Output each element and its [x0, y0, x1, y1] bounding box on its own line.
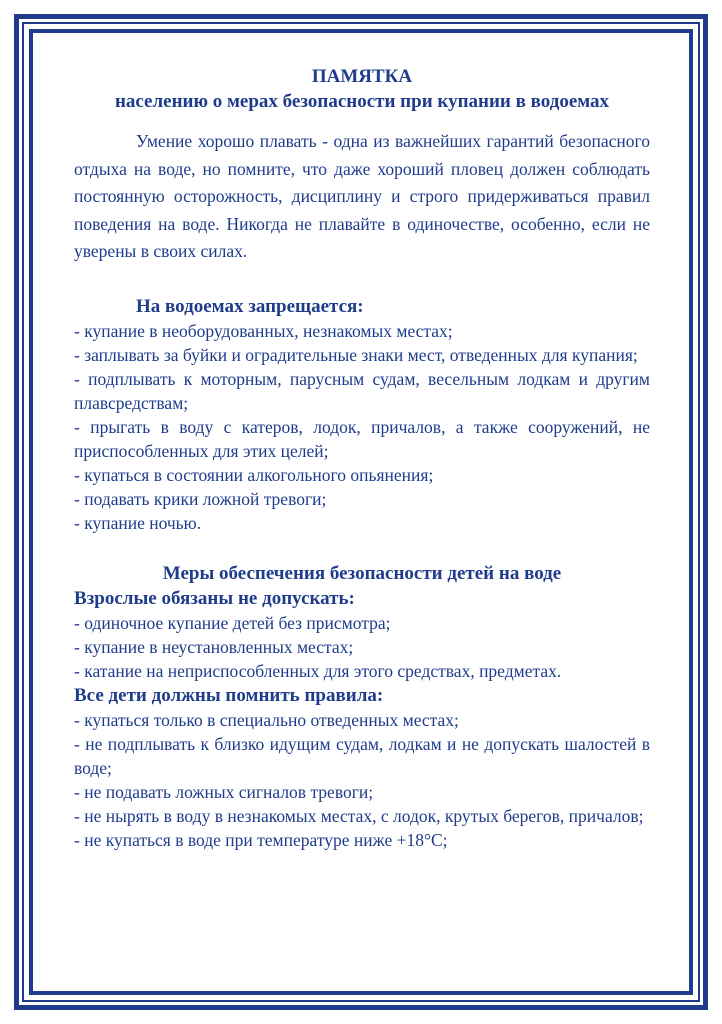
prohibited-list — [74, 319, 650, 535]
memo-title — [74, 64, 650, 114]
adults-heading: Взрослые обязаны не допускать: — [74, 587, 355, 609]
list-item: - не подплывать к близко идущим судам, лодкам и не допускать шалостей в воде; — [74, 733, 650, 778]
list-item: - купание ночью. — [74, 512, 202, 533]
list-item: - купаться в состоянии алкогольного опьянения; — [74, 464, 434, 485]
list-item: - подавать крики ложной тревоги; — [74, 488, 327, 509]
adults-list — [74, 611, 650, 683]
list-item: - не подавать ложных сигналов тревоги; — [74, 781, 374, 802]
prohibited-heading: На водоемах запрещается: — [136, 295, 364, 317]
list-item: - катание на неприспособленных для этого средствах, предметах. — [74, 660, 562, 681]
children-safety-heading: Меры обеспечения безопасности детей на воде — [162, 562, 562, 584]
list-item: - подплывать к моторным, парусным судам, весельным лодкам и другим плавсредствам; — [74, 368, 650, 413]
memo-title-subtitle: населению о мерах безопасности при купании в водоемах — [114, 91, 610, 112]
list-item: - не купаться в воде при температуре ниже +18°С; — [74, 829, 448, 850]
memo-title-main: ПАМЯТКА — [311, 66, 413, 87]
list-item: - не нырять в воду в незнакомых местах, с лодок, крутых берегов, причалов; — [74, 805, 644, 826]
children-rules-heading: Все дети должны помнить правила: — [74, 684, 384, 706]
memo-content — [74, 64, 650, 852]
list-item: - купание в необорудованных, незнакомых местах; — [74, 320, 453, 341]
list-item: - прыгать в воду с катеров, лодок, причалов, а также сооружений, не приспособленных для этих целей; — [74, 416, 650, 461]
list-item: - одиночное купание детей без присмотра; — [74, 612, 391, 633]
list-item: - купание в неустановленных местах; — [74, 636, 354, 657]
list-item: - заплывать за буйки и оградительные знаки мест, отведенных для купания; — [74, 344, 638, 365]
intro-paragraph: Умение хорошо плавать - одна из важнейших гарантий безопасного отдыха на воде, но помните, что даже хороший пловец должен соблюдать постоянную осторожность, дисциплину и строго придерживаться правил поведения на воде. Никогда не плавайте в одиночестве, особенно, если не уверены в своих силах. — [74, 131, 650, 261]
children-rules-list — [74, 708, 650, 852]
list-item: - купаться только в специально отведенных местах; — [74, 709, 459, 730]
